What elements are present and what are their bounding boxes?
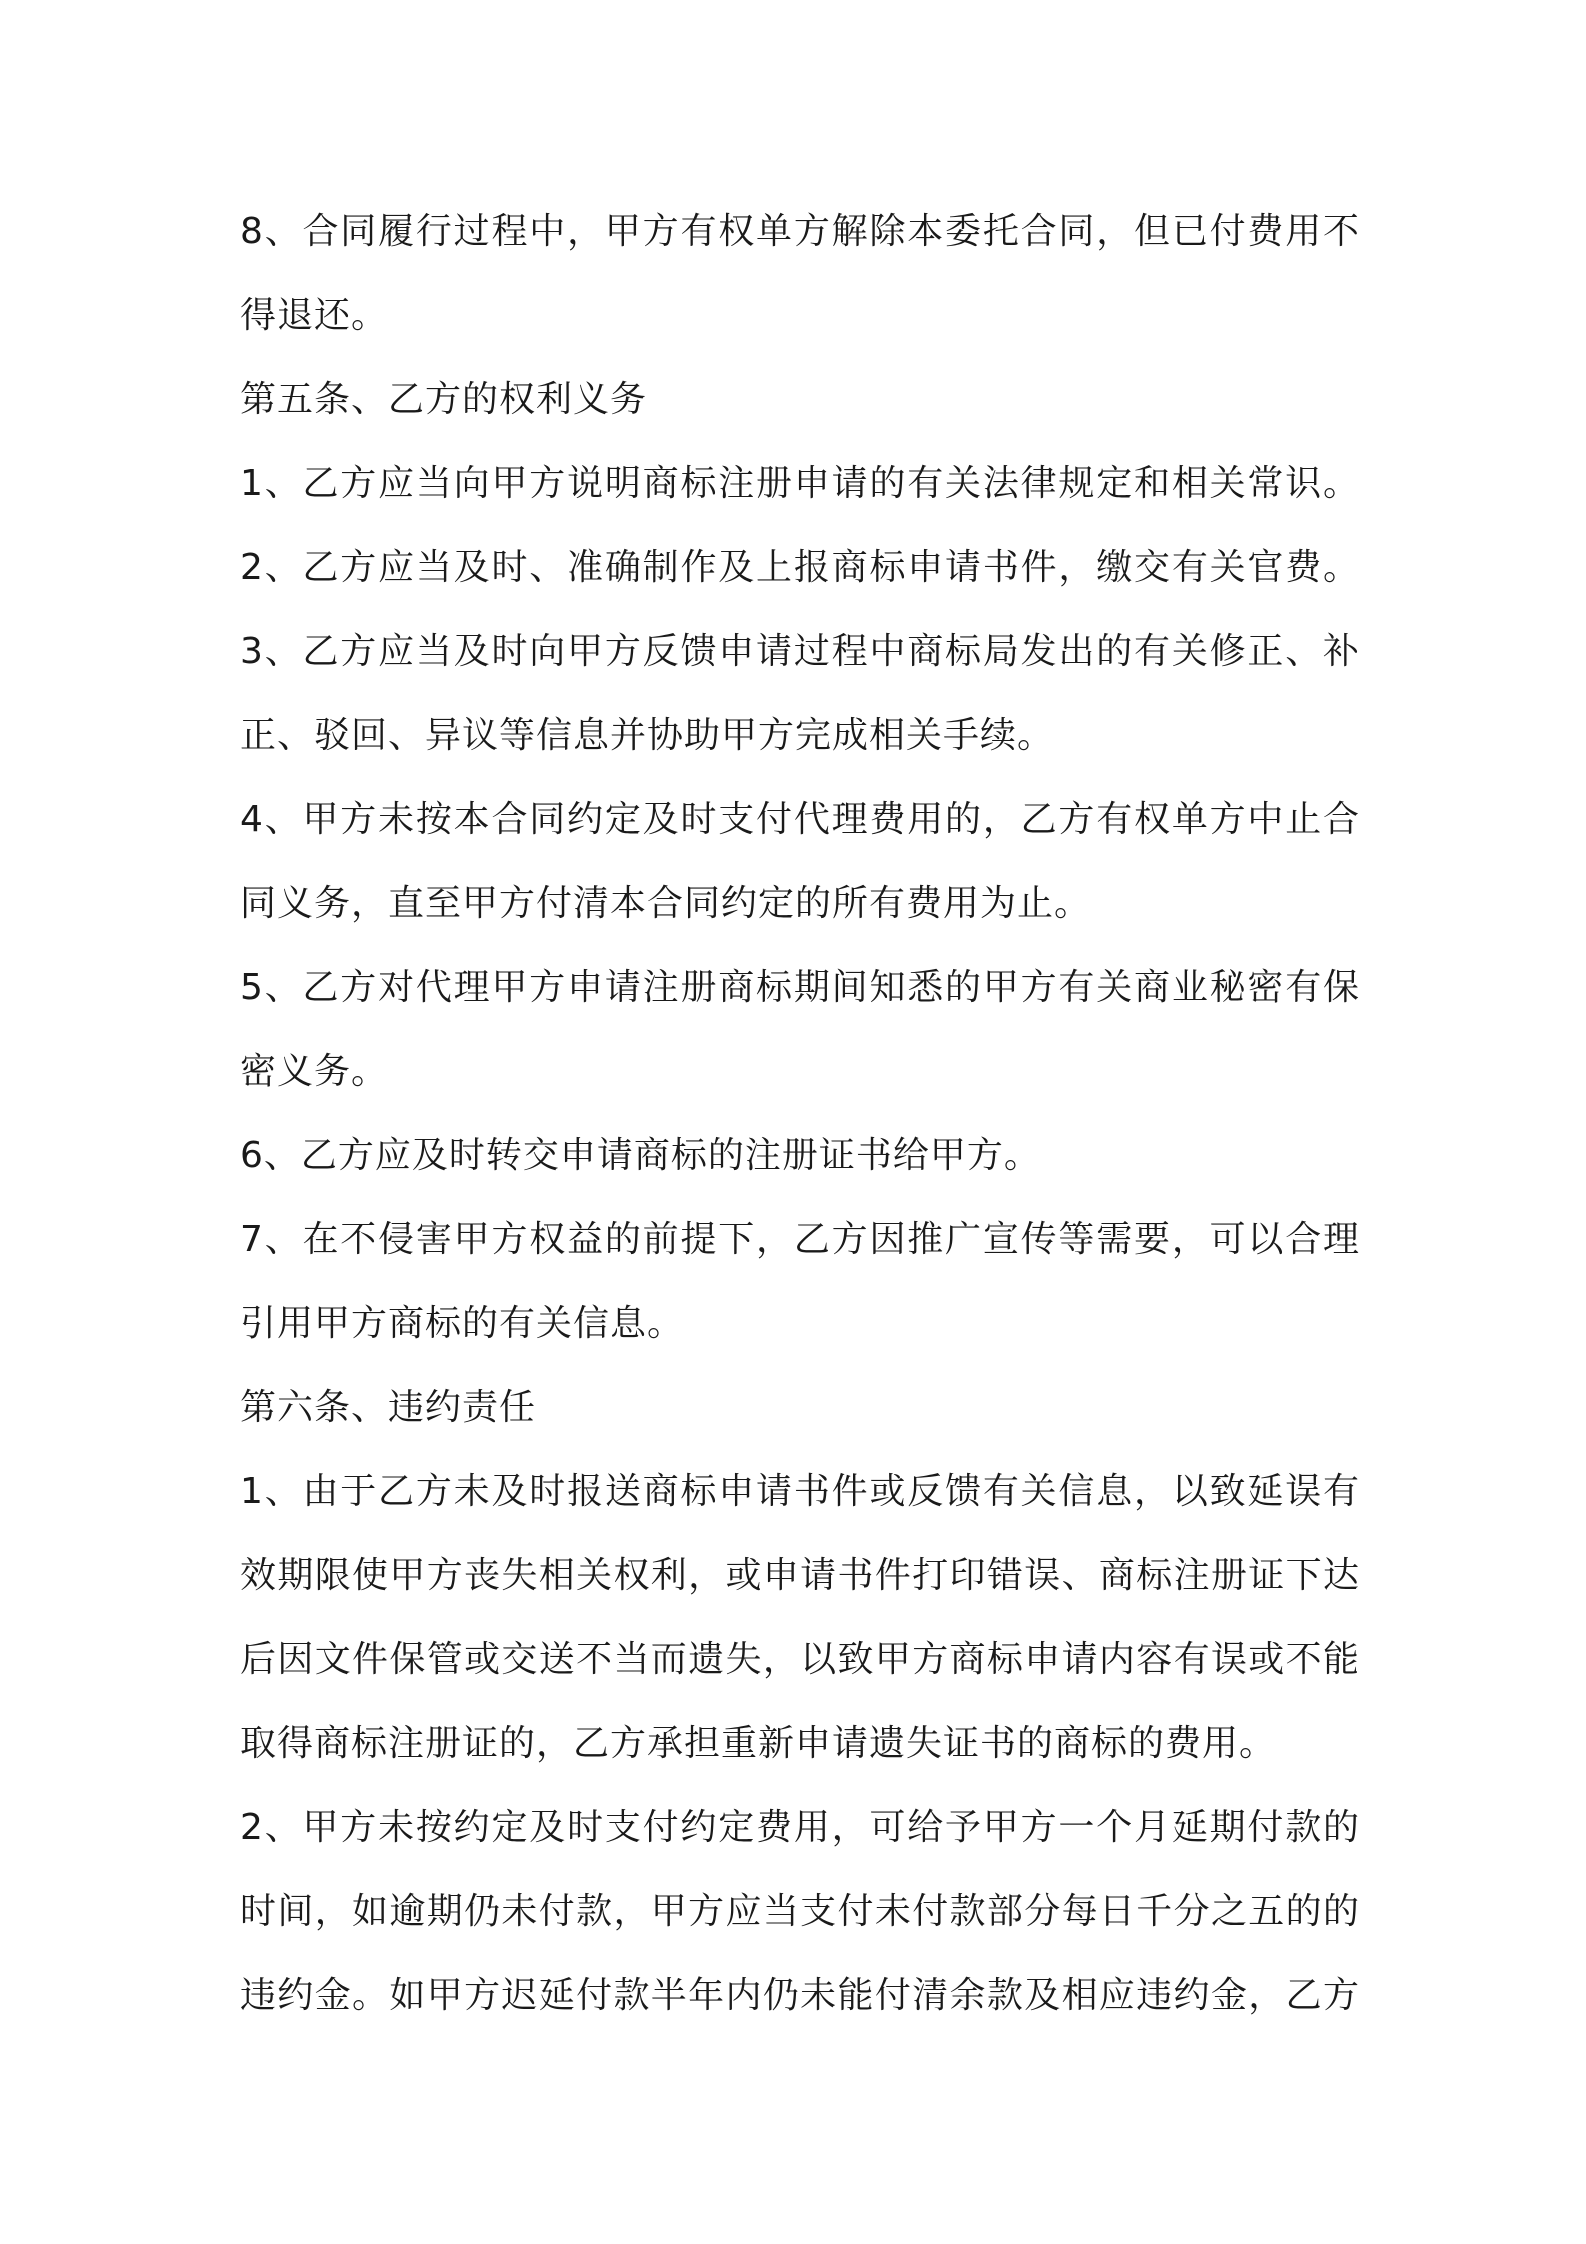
paragraph-line: 引用甲方商标的有关信息。 [240,1303,685,1344]
paragraph-line: 6、乙方应及时转交申请商标的注册证书给甲方。 [240,1135,1041,1176]
paragraph-line: 1、由于乙方未及时报送商标申请书件或反馈有关信息，以致延误有 [240,1471,1360,1512]
paragraph-line: 7、在不侵害甲方权益的前提下，乙方因推广宣传等需要，可以合理 [240,1219,1360,1260]
paragraph-line: 4、甲方未按本合同约定及时支付代理费用的，乙方有权单方中止合 [240,799,1360,840]
paragraph-line: 1、乙方应当向甲方说明商标注册申请的有关法律规定和相关常识。 [240,463,1360,504]
document-body [240,190,1360,2038]
section-heading: 第六条、违约责任 [240,1387,537,1428]
paragraph-line: 2、乙方应当及时、准确制作及上报商标申请书件，缴交有关官费。 [240,547,1360,588]
paragraph-line: 时间，如逾期仍未付款，甲方应当支付未付款部分每日千分之五的的 [240,1891,1360,1932]
paragraph-line: 5、乙方对代理甲方申请注册商标期间知悉的甲方有关商业秘密有保 [240,967,1360,1008]
section-heading: 第五条、乙方的权利义务 [240,379,648,420]
paragraph-line: 密义务。 [240,1051,389,1092]
paragraph-line: 违约金。如甲方迟延付款半年内仍未能付清余款及相应违约金，乙方 [240,1975,1360,2016]
paragraph-line: 得退还。 [240,295,389,336]
paragraph-line: 后因文件保管或交送不当而遗失，以致甲方商标申请内容有误或不能 [240,1639,1360,1680]
paragraph-line: 正、驳回、异议等信息并协助甲方完成相关手续。 [240,715,1055,756]
paragraph-line: 同义务，直至甲方付清本合同约定的所有费用为止。 [240,883,1092,924]
paragraph-line: 8、合同履行过程中，甲方有权单方解除本委托合同，但已付费用不 [240,211,1360,252]
paragraph-line: 3、乙方应当及时向甲方反馈申请过程中商标局发出的有关修正、补 [240,631,1360,672]
paragraph-line: 取得商标注册证的，乙方承担重新申请遗失证书的商标的费用。 [240,1723,1277,1764]
paragraph-line: 效期限使甲方丧失相关权利，或申请书件打印错误、商标注册证下达 [240,1555,1360,1596]
paragraph-line: 2、甲方未按约定及时支付约定费用，可给予甲方一个月延期付款的 [240,1807,1360,1848]
